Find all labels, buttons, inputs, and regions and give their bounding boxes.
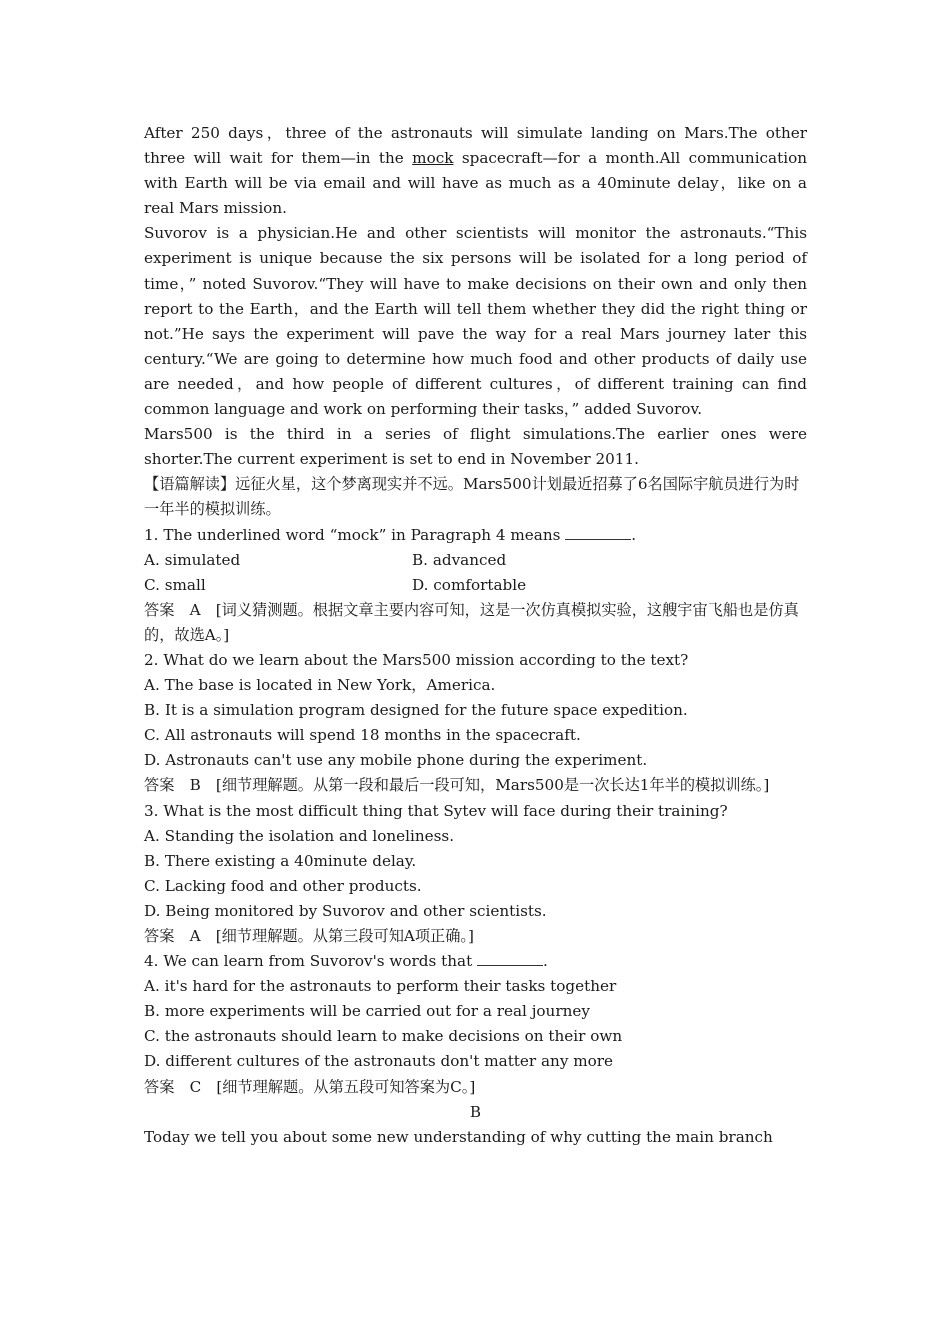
answer-blank	[477, 951, 543, 966]
option-b: B. more experiments will be carried out for a real journey	[144, 1002, 590, 1021]
option-a: A. The base is located in New York，America.	[144, 676, 496, 695]
answer-explanation: 答案 B [细节理解题。从第一段和最后一段可知，Mars500是一次长达1年半的模拟训练。]	[144, 776, 770, 795]
passage-paragraph: Mars500 is the third in a series of flight simulations.The earlier ones were shorter.The current experiment is set to end in November 2011.	[144, 425, 807, 469]
underlined-word: mock	[412, 149, 454, 168]
answer-blank	[565, 525, 631, 540]
passage-paragraph	[144, 121, 807, 221]
option-d: D. Being monitored by Suvorov and other scientists.	[144, 901, 547, 920]
question-1	[144, 523, 807, 648]
section-heading: B	[469, 1102, 482, 1121]
option-b: B. There existing a 40minute delay.	[144, 851, 417, 870]
option-a: A. Standing the isolation and loneliness.	[144, 826, 455, 845]
question-stem	[144, 949, 807, 974]
option-row	[144, 573, 807, 598]
option-b: B. It is a simulation program designed for the future space expedition.	[144, 701, 688, 720]
question-stem	[144, 523, 807, 548]
stem-text: 1. The underlined word “mock” in Paragraph 4 means	[144, 525, 566, 544]
question-2	[144, 648, 807, 799]
passage-summary: 【语篇解读】远征火星，这个梦离现实并不远。Mars500计划最近招募了6名国际宇航员进行为时一年半的模拟训练。	[144, 475, 800, 519]
option-a: A. simulated	[144, 550, 241, 569]
option-a: A. it's hard for the astronauts to perform their tasks together	[144, 977, 617, 996]
text-span: After 250 days，three of the astronauts will simulate landing on Mars.The other three will wait for them—in the	[144, 124, 807, 168]
option-c: C. All astronauts will spend 18 months in the spacecraft.	[144, 726, 581, 745]
passage-paragraph: Suvorov is a physician.He and other scientists will monitor the astronauts.“This experiment is unique because the six persons will be isolated for a long period of time，” noted Suvorov.“They will have to make decisions on their own and only then report to the Earth，and the Earth will tell them whether they did the right thing or not.”He says the experiment will pave the way for a real Mars journey later this century.“We are going to determine how much food and other products of daily use are needed，and how people of different cultures，of different training can find common language and work on performing their tasks，” added Suvorov.	[144, 224, 807, 419]
question-stem: 3. What is the most difficult thing that Sytev will face during their training?	[144, 801, 728, 820]
option-c: C. Lacking food and other products.	[144, 876, 422, 895]
option-d: D. Astronauts can't use any mobile phone during the experiment.	[144, 751, 648, 770]
question-stem: 2. What do we learn about the Mars500 mission according to the text?	[144, 650, 689, 669]
option-c: C. the astronauts should learn to make decisions on their own	[144, 1027, 623, 1046]
stem-end: .	[631, 525, 637, 544]
option-row	[144, 548, 807, 573]
answer-explanation: 答案 A [细节理解题。从第三段可知A项正确。]	[144, 927, 474, 945]
answer-explanation: 答案 A [词义猜测题。根据文章主要内容可知，这是一次仿真模拟实验，这艘宇宙飞船也是仿真的，故选A。]	[144, 600, 799, 644]
question-4	[144, 949, 807, 1100]
stem-end: .	[543, 952, 548, 971]
option-b: B. advanced	[412, 550, 507, 569]
text-span: spacecraft—for a month.All communication with Earth will be via email and will have as much as a 40minute delay，like on a real Mars mission.	[144, 149, 807, 218]
passage-paragraph: Today we tell you about some new understanding of why cutting the main branch	[144, 1127, 773, 1146]
option-d: D. comfortable	[412, 575, 527, 594]
option-d: D. different cultures of the astronauts don't matter any more	[144, 1052, 614, 1071]
stem-text: 4. We can learn from Suvorov's words that	[144, 952, 478, 971]
answer-explanation: 答案 C [细节理解题。从第五段可知答案为C。]	[144, 1077, 476, 1096]
question-3	[144, 799, 807, 950]
option-c: C. small	[144, 575, 206, 594]
